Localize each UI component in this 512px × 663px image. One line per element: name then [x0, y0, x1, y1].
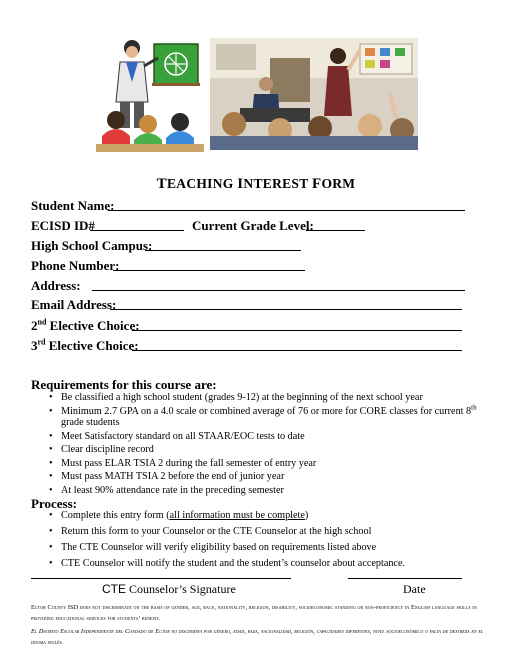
elective-3-label: 3rd Elective Choice:	[31, 337, 139, 353]
nondiscrimination-statement-english: Ector County ISD does not discriminate on the basis of gender, age, race, nationality, religion, disability, socioeconomic standing or non-proficiency in English language skills in providing educational services for students’ benefit.	[31, 604, 477, 622]
date-line[interactable]	[348, 578, 462, 579]
requirement-item: • Meet Satisfactory standard on all STAAR/EOC tests to date	[31, 431, 493, 443]
requirement-item: • Be classified a high school student (grades 9-12) at the beginning of the next school year	[31, 392, 493, 404]
requirement-item: • Clear discipline record	[31, 444, 493, 456]
current-grade-line[interactable]	[306, 230, 365, 231]
classroom-photo-image	[210, 38, 418, 150]
campus-label: High School Campus:	[31, 238, 153, 253]
counselor-signature-line[interactable]	[31, 578, 291, 579]
ecisd-id-line[interactable]	[90, 230, 184, 231]
requirements-heading: Requirements for this course are:	[31, 377, 217, 392]
phone-line[interactable]	[113, 270, 305, 271]
current-grade-label: Current Grade Level:	[192, 218, 314, 233]
requirement-item: • Must pass ELAR TSIA 2 during the fall semester of entry year	[31, 458, 493, 470]
teacher-clipart-image	[96, 36, 204, 152]
ecisd-id-label: ECISD ID#	[31, 218, 95, 233]
nondiscrimination-statement-spanish: El Distrito Escolar Independiente del Condado de Ector no discrimina por género, edad, raza, nacionalidad, religión, capacidades diferentes, nivel socioeconómico o falta de destreza en el idioma inglés.	[31, 628, 484, 646]
email-label: Email Address:	[31, 297, 117, 312]
process-item: • Return this form to your Counselor or the CTE Counselor at the high school	[31, 526, 493, 538]
campus-line[interactable]	[145, 250, 301, 251]
process-item: • The CTE Counselor will verify eligibility based on requirements listed above	[31, 542, 493, 554]
student-name-label: Student Name:	[31, 198, 115, 213]
email-line[interactable]	[110, 309, 462, 310]
counselor-signature-label: CTE Counselor’s Signature	[102, 582, 236, 596]
phone-label: Phone Number:	[31, 258, 120, 273]
address-label: Address:	[31, 278, 81, 293]
elective-2-label: 2nd Elective Choice:	[31, 317, 140, 333]
process-item: • CTE Counselor will notify the student and the student’s counselor about acceptance.	[31, 558, 493, 570]
process-heading: Process:	[31, 496, 77, 511]
requirement-item: • Must pass MATH TSIA 2 before the end of junior year	[31, 471, 493, 483]
form-title: TEACHING INTEREST FORM	[156, 176, 356, 192]
process-list	[31, 510, 493, 574]
requirement-item: • Minimum 2.7 GPA on a 4.0 scale or combined average of 76 or more for CORE classes for current 8th grade students	[31, 406, 493, 429]
elective-3-line[interactable]	[132, 350, 462, 351]
address-line[interactable]	[92, 290, 465, 291]
elective-2-line[interactable]	[132, 330, 462, 331]
requirements-list	[31, 392, 493, 498]
date-label: Date	[403, 582, 426, 596]
process-item: • Complete this entry form (all information must be complete)	[31, 510, 493, 522]
student-name-line[interactable]	[108, 210, 465, 211]
requirement-item: • At least 90% attendance rate in the preceding semester	[31, 485, 493, 497]
